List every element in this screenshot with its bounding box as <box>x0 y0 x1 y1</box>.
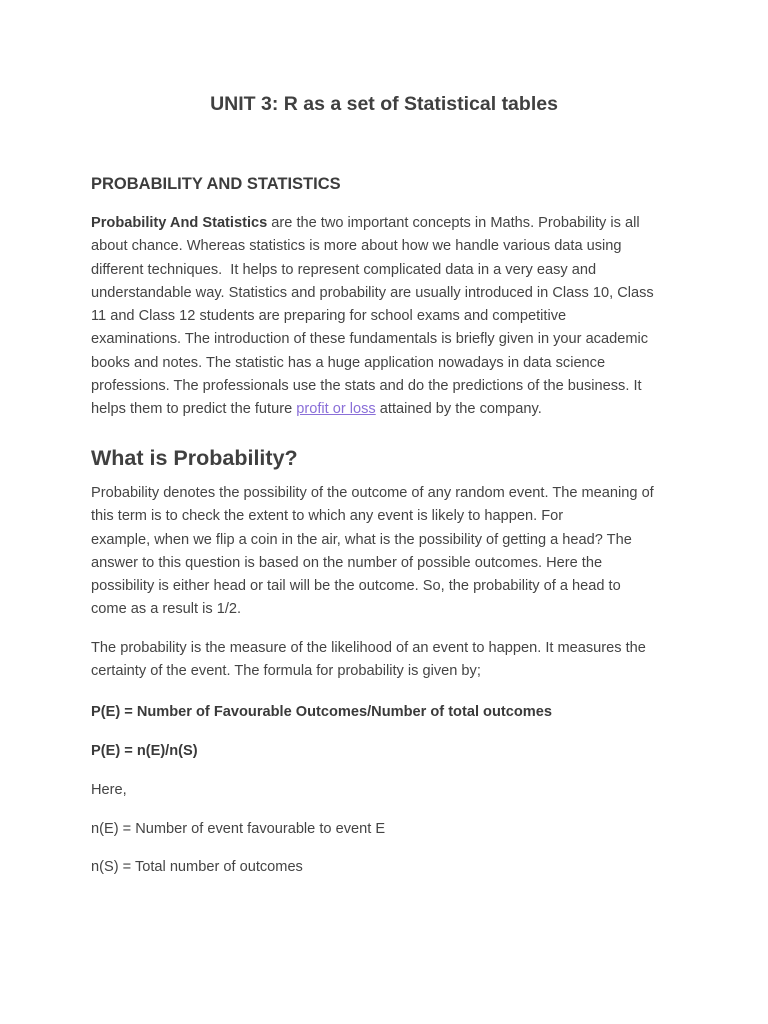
ne-definition: n(E) = Number of event favourable to event E <box>91 821 386 837</box>
definition-line: Probability denotes the possibility of the outcome of any random event. The meaning of <box>91 485 654 501</box>
document-title: UNIT 3: R as a set of Statistical tables <box>210 93 558 115</box>
intro-line: understandable way. Statistics and probability are usually introduced in Class 10, Class <box>91 284 654 301</box>
profit-or-loss-link[interactable]: profit or loss <box>296 401 376 418</box>
ns-definition: n(S) = Total number of outcomes <box>91 859 303 875</box>
definition-line: answer to this question is based on the number of possible outcomes. Here the <box>91 554 603 571</box>
intro-line: helps them to predict the future <box>91 401 297 418</box>
here-label: Here, <box>91 782 127 798</box>
definition-line: come as a result is 1/2. <box>91 601 242 618</box>
intro-paragraph <box>91 212 654 422</box>
what-is-probability-heading: What is Probability? <box>91 446 298 470</box>
intro-line: about chance. Whereas statistics is more about how we handle various data using <box>91 238 622 255</box>
intro-line: are the two important concepts in Maths. Probability is all <box>267 215 640 231</box>
probability-formula-words: P(E) = Number of Favourable Outcomes/Number of total outcomes <box>91 704 552 720</box>
definition-paragraph <box>91 482 654 622</box>
intro-line: attained by the company. <box>375 401 542 418</box>
intro-line: different techniques. It helps to represent complicated data in a very easy and <box>91 261 597 278</box>
measure-line: certainty of the event. The formula for probability is given by; <box>91 663 481 680</box>
definition-line: this term is to check the extent to which any event is likely to happen. For <box>91 508 564 525</box>
intro-lead-bold: Probability And Statistics <box>91 215 268 231</box>
probability-formula-symbols: P(E) = n(E)/n(S) <box>91 743 198 759</box>
measure-paragraph <box>91 637 646 684</box>
intro-line: professions. The professionals use the stats and do the predictions of the business. It <box>91 378 642 395</box>
definition-line: example, when we flip a coin in the air, what is the possibility of getting a head? The <box>91 531 632 548</box>
definition-line: possibility is either head or tail will be the outcome. So, the probability of a head to <box>91 578 621 595</box>
intro-line: books and notes. The statistic has a huge application nowadays in data science <box>91 354 606 371</box>
measure-line: The probability is the measure of the likelihood of an event to happen. It measures the <box>91 640 646 656</box>
intro-line: examinations. The introduction of these fundamentals is briefly given in your academic <box>91 331 649 348</box>
intro-line: 11 and Class 12 students are preparing for school exams and competitive <box>91 308 567 325</box>
section-heading: PROBABILITY AND STATISTICS <box>91 175 341 193</box>
